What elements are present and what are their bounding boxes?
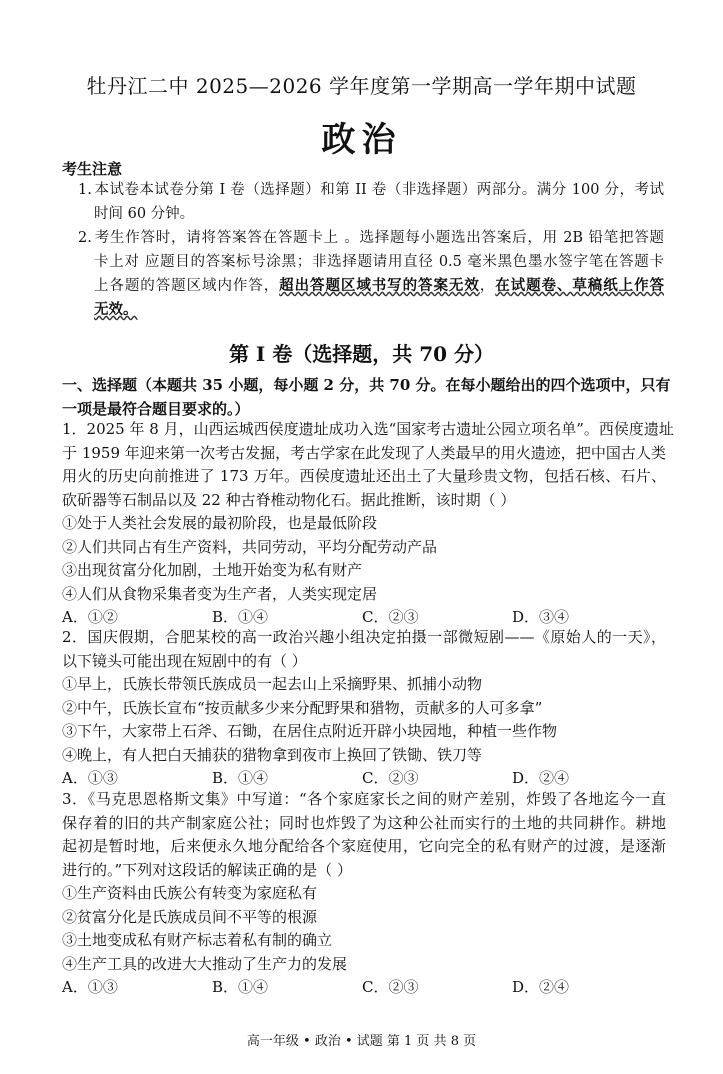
part-instructions-line: 一、选择题（本题共 35 小题，每小题 2 分，共 70 分。在每小题给出的四个选项中，只有 <box>62 376 671 394</box>
option-a: A．①③ <box>62 769 118 787</box>
question-statement: ①生产资料由氏族公有转变为家庭私有 <box>62 884 318 902</box>
notice-separator: ， <box>479 278 496 294</box>
option-c: C．②③ <box>362 978 419 996</box>
question-statement: ②人们共同占有生产资料，共同劳动，平均分配劳动产品 <box>62 537 438 556</box>
question-stem-line: 2．国庆假期，合肥某校的高一政治兴趣小组决定拍摄一部微短剧——《原始人的一天》， <box>62 628 666 646</box>
option-c: C．②③ <box>362 769 419 787</box>
notice-item-number: 1. <box>78 182 92 198</box>
notice-item-1 <box>78 178 664 226</box>
question-statement: ①处于人类社会发展的最初阶段，也是最低阶段 <box>62 514 378 532</box>
notice-emphasis-text: 超出答题区域书写的答案无效 <box>279 277 480 294</box>
option-a: A．①③ <box>62 978 118 996</box>
exam-title: 牡丹江二中 2025—2026 学年度第一学期高一学年期中试题 <box>86 74 637 98</box>
subject-heading: 政治 <box>321 120 402 160</box>
notice-emphasis-text: 在试题卷、草稿纸上作答 <box>495 277 665 294</box>
question-stem-line: 以下镜头可能出现在短剧中的有（ ） <box>62 651 307 670</box>
option-d: D．③④ <box>512 608 570 626</box>
notice-item-1-line: 时间 60 分钟。 <box>94 206 195 222</box>
part-instructions <box>62 373 671 421</box>
question-stem-line: 进行的。”下列对这段话的解读正确的是（ ） <box>62 860 352 879</box>
answer-options <box>62 976 666 1000</box>
question-statement: ③出现贫富分化加剧，土地开始变为私有财产 <box>62 561 363 579</box>
notice-item-2-line <box>78 298 664 322</box>
question-statement: ③土地变成私有财产标志着私有制的确立 <box>62 931 333 949</box>
option-b: B．①④ <box>212 608 269 626</box>
notice-item-2-line: 卡上对 应题目的答案标号涂黑；非选择题请用直径 0.5 毫米黑色墨水签字笔在答题卡 <box>94 254 664 270</box>
part-instructions-line: 一项是最符合题目要求的。） <box>62 400 250 418</box>
question-2 <box>62 626 666 791</box>
question-statement: ①早上，氏族长带领氏族成员一起去山上采摘野果、抓捕小动物 <box>62 675 483 693</box>
question-stem-line: 1．2025 年 8 月，山西运城西侯度遗址成功入选“国家考古遗址公园立项名单”。西侯度遗址 <box>62 420 674 438</box>
question-stem-line: 起初是暂时地，后来便永久地分配给各个家庭使用，它向完全的私有财产的过渡，是逐渐 <box>62 837 666 855</box>
notice-item-2-line <box>78 274 664 298</box>
option-c: C．②③ <box>362 608 419 626</box>
question-statement: ④人们从食物采集者变为生产者，人类实现定居 <box>62 584 378 603</box>
question-3 <box>62 788 666 1000</box>
notice-item-2-line <box>78 226 664 250</box>
question-statement: ③下午，大家带上石斧、石锄，在居住点附近开辟小块园地，种植一些作物 <box>62 722 558 740</box>
notice-item-2 <box>78 226 664 322</box>
question-stem-line: 用火的历史向前推进了 173 万年。西侯度遗址还出土了大量珍贵文物，包括石核、石片、 <box>62 467 666 485</box>
notice-item-1-line <box>78 178 664 202</box>
question-stem-line: 3．《马克思恩格斯文集》中写道：“各个家庭家长之间的财产差别，炸毁了各地迄今一直 <box>62 790 666 808</box>
question-statement: ②中午，氏族长宣布“按贡献多少来分配野果和猎物，贡献多的人可多拿” <box>62 698 543 717</box>
option-b: B．①④ <box>212 978 269 996</box>
section-heading: 第 I 卷（选择题，共 70 分） <box>228 342 495 366</box>
question-statement: ④晚上，有人把白天捕获的猎物拿到夜市上换回了铁锄、铁刀等 <box>62 745 483 764</box>
notice-heading: 考生注意 <box>62 160 123 178</box>
page-footer: 高一年级 • 政治 • 试题 第 1 页 共 8 页 <box>246 1034 477 1049</box>
option-a: A．①② <box>62 608 118 626</box>
question-1 <box>62 418 674 630</box>
option-b: B．①④ <box>212 769 269 787</box>
notice-emphasis-text: 无效。 <box>94 301 138 318</box>
question-stem-line: 于 1959 年迎来第一次考古发掘，考古学家在此发现了人类最早的用火遗迹，把中国古人类 <box>62 443 666 462</box>
question-stem-line: 保存着的旧的共产制家庭公社；同时也炸毁了为这种公社而实行的土地的共同耕作。耕地 <box>62 813 666 832</box>
notice-item-text: 本试卷本试卷分第 I 卷（选择题）和第 II 卷（非选择题）两部分。满分 100 分，考试 <box>94 182 664 198</box>
notice-plain-text: 上各题的答题区域内作答， <box>94 278 280 294</box>
notice-item-text: 考生作答时，请将答案答在答题卡上 。选择题每小题选出答案后，用 2B 铅笔把答题 <box>94 230 664 246</box>
question-statement: ②贫富分化是氏族成员间不平等的根源 <box>62 907 318 926</box>
answer-options <box>62 767 666 791</box>
notice-item-number: 2. <box>78 230 92 246</box>
question-stem-line: 砍斫器等石制品以及 22 种古脊椎动物化石。据此推断，该时期（ ） <box>62 490 516 509</box>
question-statement: ④生产工具的改进大大推动了生产力的发展 <box>62 954 348 973</box>
option-d: D．②④ <box>512 769 570 787</box>
option-d: D．②④ <box>512 978 570 996</box>
